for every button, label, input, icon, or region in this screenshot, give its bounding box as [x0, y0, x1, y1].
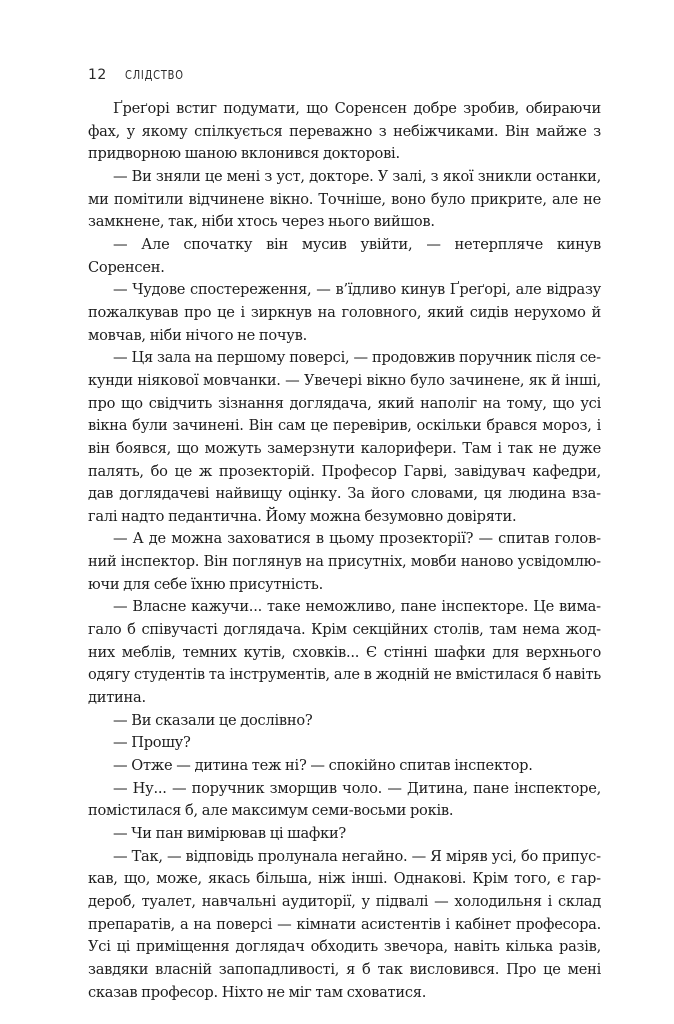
- page-number: 12: [88, 67, 107, 83]
- paragraph: — Ви сказали це дослівно?: [113, 711, 313, 729]
- paragraph: — Чудове спостереження, — в’їдливо кинув Ґреґорі, але відразу пожалкував про це і зиркнув на головного, який сидів нерухомо й мовчав, ніби нічого не почув.: [88, 281, 601, 344]
- body-text: [88, 98, 601, 1004]
- paragraph: — Чи пан вимірював ці шафки?: [113, 825, 347, 842]
- paragraph: — Так, — відповідь пролунала негайно. — Я міряв усі, бо припускав, що, може, якась більша, ніж інші. Однакові. Крім того, є гардероб, туалет, навчальні аудиторії, у підвалі — холодильня і склад препаратів, а на поверсі — кімнати асистентів і кабінет професора. Усі ці приміщення доглядач обходить звечора, навіть кілька разів, завдяки власній запопадливості, я б так висловився. Про це мені сказав професор. Ніхто не міг там сховатися.: [88, 847, 601, 1001]
- paragraph: — Але спочатку він мусив увійти, — нетерпляче кинув Соренсен.: [88, 235, 601, 276]
- paragraph: — Ну... — поручник зморщив чоло. — Дитина, пане інспекторе, помістилася б, але максимум семи-восьми років.: [88, 779, 601, 820]
- paragraph: — Ви зняли це мені з уст, докторе. У залі, з якої зникли останки, ми помітили відчинене вікно. Точніше, воно було прикрите, але не замкнене, так, ніби хтось через нього вийшов.: [88, 167, 601, 231]
- paragraph: — А де можна заховатися в цьому прозекторії? — спитав головний інспектор. Він поглянув на присутніх, мовби наново усвідомлюючи для себе їхню присутність.: [88, 530, 601, 593]
- paragraph: — Прошу?: [113, 734, 191, 752]
- paragraph: — Отже — дитина теж ні? — спокійно спитав інспектор.: [113, 757, 533, 775]
- paragraph: Ґреґорі встиг подумати, що Соренсен добре зробив, обираючи фах, у якому спілкується переважно з небіжчиками. Він майже з придворною шаною вклонився докторові.: [88, 100, 601, 163]
- paragraph: — Ця зала на першому поверсі, — продовжив поручник після секунди ніякової мовчанки. — Увечері вікно було зачинене, як й інші, про що свідчить зізнання доглядача, який наполіг на тому, що усі вікна були зачинені. Він сам це перевірив, оскільки брався мороз, і він боявся, що можуть замерзнути калорифери. Там і так не дуже палять, бо це ж прозекторій. Професор Гарві, завідувач кафедри, дав доглядачеві найвищу оцінку. За його словами, ця людина взагалі надто педантична. Йому можна безумовно довіряти.: [88, 349, 601, 525]
- paragraph: — Власне кажучи... таке неможливо, пане інспекторе. Це вимагало б співучасті доглядача. Крім секційних столів, там нема жодних меблів, темних кутів, сховків... Є стінні шафки для верхнього одягу студентів та інструментів, але в жодній не вмістилася б навіть дитина.: [88, 598, 601, 707]
- running-head: [88, 67, 197, 87]
- book-title: СЛІДСТВО: [124, 68, 184, 82]
